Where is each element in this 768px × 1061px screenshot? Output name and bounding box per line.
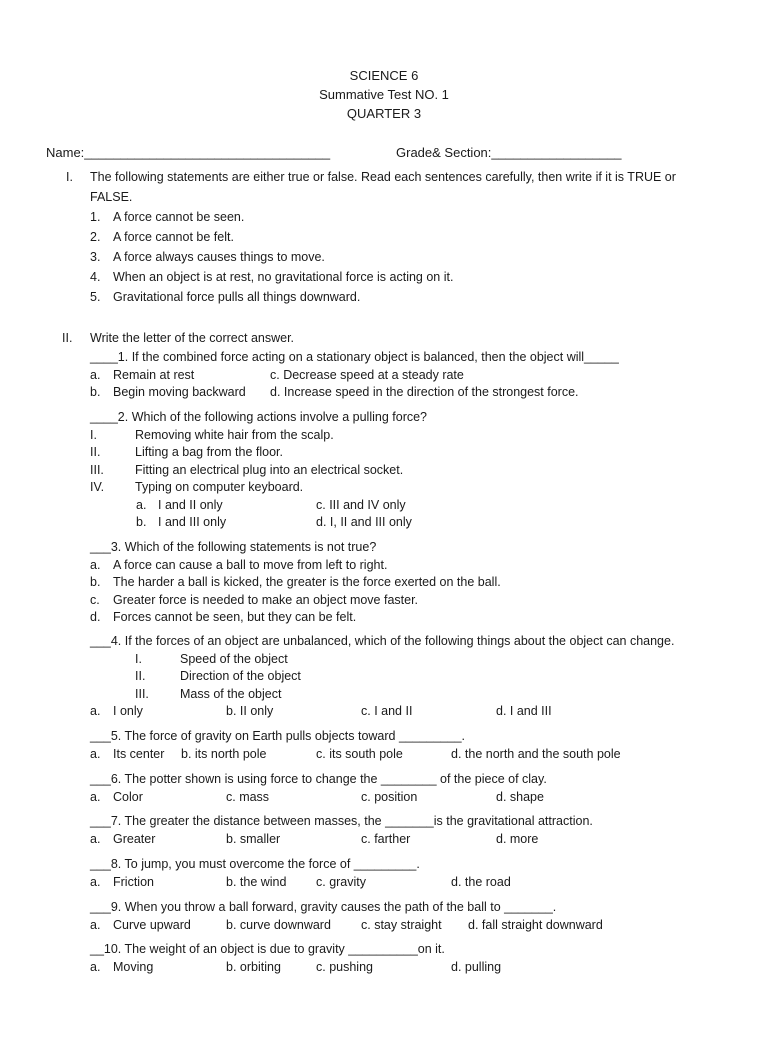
- options-row: b. I and III only d. I, II and III only: [136, 515, 412, 529]
- list-item: I. Removing white hair from the scalp.: [90, 427, 334, 442]
- options-row: a. Greater b. smaller c. farther d. more: [90, 831, 539, 846]
- list-item: II. Lifting a bag from the floor.: [90, 445, 284, 459]
- quarter-title: QUARTER 3: [346, 106, 422, 121]
- options-row: b. Begin moving backward d. Increase speed in the direction of the strongest force.: [90, 385, 579, 399]
- question-3: [90, 539, 720, 627]
- question-stem: ___4. If the forces of an object are unbalanced, which of the following things about the object can change.: [90, 634, 675, 648]
- question-stem: ___6. The potter shown is using force to change the ________ of the piece of clay.: [90, 772, 547, 786]
- question-9: [90, 899, 720, 934]
- question-stem: __10. The weight of an object is due to gravity __________on it.: [90, 942, 445, 956]
- question-stem: ___3. Which of the following statements is not true?: [90, 540, 377, 554]
- subject-title: SCIENCE 6: [349, 68, 419, 83]
- list-item: 3. A force always causes things to move.: [90, 250, 325, 264]
- part1-instruction-line1: The following statements are either true or false. Read each sentences carefully, then write if it is TRUE or: [90, 170, 676, 184]
- list-item: 5. Gravitational force pulls all things downward.: [90, 290, 361, 304]
- test-title: Summative Test NO. 1: [319, 87, 449, 102]
- options-row: a. Remain at rest c. Decrease speed at a steady rate: [90, 367, 464, 382]
- list-item: 4. When an object is at rest, no gravitational force is acting on it.: [90, 270, 454, 284]
- options-row: a. I only b. II only c. I and II d. I and III: [90, 704, 552, 718]
- list-item: III. Fitting an electrical plug into an electrical socket.: [90, 462, 404, 477]
- question-4: [90, 633, 720, 721]
- question-2: [90, 409, 720, 532]
- part2-instruction: Write the letter of the correct answer.: [90, 331, 295, 345]
- part2-numeral: II.: [62, 331, 73, 345]
- options-row: a. Its center b. its north pole c. its south pole d. the north and the south pole: [90, 746, 621, 761]
- options-row: a. Friction b. the wind c. gravity d. the road: [90, 874, 511, 889]
- question-stem: ____2. Which of the following actions involve a pulling force?: [90, 410, 428, 424]
- option: c. Greater force is needed to make an object move faster.: [90, 592, 419, 607]
- question-8: [90, 856, 720, 891]
- options-row: a. Curve upward b. curve downward c. stay straight d. fall straight downward: [90, 917, 603, 932]
- name-field-label: Name:__________________________________: [46, 145, 331, 160]
- list-item: III. Mass of the object: [135, 686, 282, 701]
- question-10: [90, 941, 720, 976]
- question-6: [90, 771, 720, 806]
- question-1: [90, 349, 720, 402]
- option: d. Forces cannot be seen, but they can be felt.: [90, 610, 357, 624]
- list-item: II. Direction of the object: [135, 669, 301, 683]
- list-item: 2. A force cannot be felt.: [90, 230, 234, 244]
- question-stem: ___9. When you throw a ball forward, gravity causes the path of the ball to _______.: [90, 900, 557, 914]
- options-row: a. Moving b. orbiting c. pushing d. pulling: [90, 959, 502, 974]
- options-row: a. Color c. mass c. position d. shape: [90, 789, 544, 804]
- question-stem: ___5. The force of gravity on Earth pulls objects toward _________.: [90, 729, 466, 743]
- question-5: [90, 728, 720, 763]
- question-stem: ____1. If the combined force acting on a stationary object is balanced, then the object will_____: [90, 350, 619, 364]
- question-7: [90, 813, 720, 848]
- part1-instruction-line2: FALSE.: [90, 190, 133, 204]
- question-stem: ___8. To jump, you must overcome the force of _________.: [90, 857, 420, 871]
- options-row: a. I and II only c. III and IV only: [136, 497, 406, 512]
- list-item: I. Speed of the object: [135, 651, 288, 666]
- option: b. The harder a ball is kicked, the greater is the force exerted on the ball.: [90, 575, 501, 589]
- part1-items: [90, 209, 720, 309]
- option: a. A force can cause a ball to move from left to right.: [90, 557, 388, 572]
- list-item: 1. A force cannot be seen.: [90, 210, 245, 224]
- part1-numeral: I.: [66, 170, 73, 184]
- list-item: IV. Typing on computer keyboard.: [90, 480, 304, 494]
- grade-section-field-label: Grade& Section:__________________: [396, 145, 622, 160]
- question-stem: ___7. The greater the distance between masses, the _______is the gravitational attraction.: [90, 814, 593, 828]
